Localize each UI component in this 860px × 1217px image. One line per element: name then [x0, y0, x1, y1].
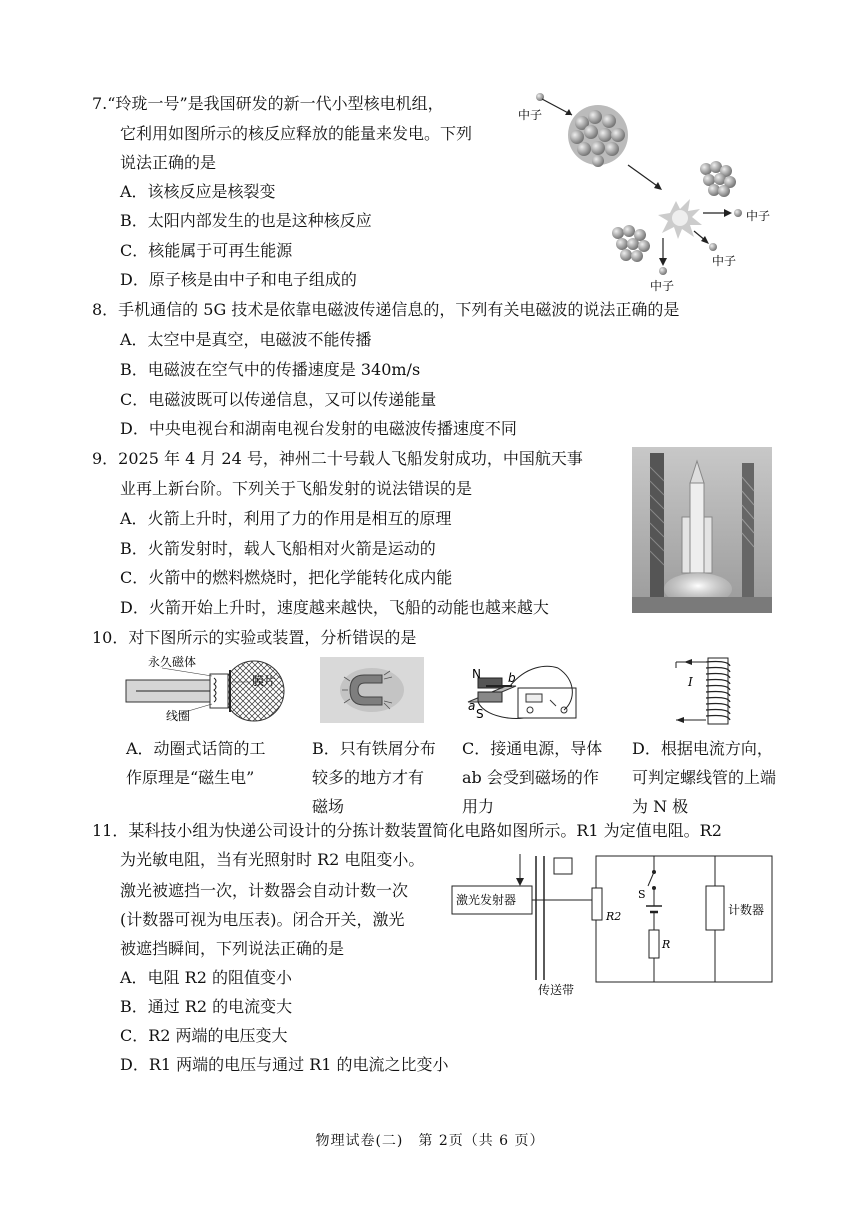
label-neutron-in: 中子: [518, 108, 543, 122]
product-nucleus-top: [700, 161, 736, 197]
q7-option-b: B．太阳内部发生的也是这种核反应: [120, 211, 372, 230]
label-counter: 计数器: [728, 903, 765, 917]
label-conveyor-belt: 传送带: [538, 983, 575, 997]
label-n-pole: N: [472, 667, 481, 681]
q9-option-c: C．火箭中的燃料燃烧时，把化学能转化成内能: [120, 568, 453, 587]
q9-option-d: D．火箭开始上升时，速度越来越快，飞船的动能也越来越大: [120, 598, 549, 617]
q8-stem: 8．手机通信的 5G 技术是依靠电磁波传递信息的，下列有关电磁波的说法正确的是: [92, 300, 680, 319]
uranium-nucleus: [568, 105, 628, 167]
q11-stem-line-3: 激光被遮挡一次，计数器会自动计数一次: [120, 881, 409, 900]
q10-option-c: C．接通电源，导体 ab 会受到磁场的作用力: [462, 739, 603, 816]
label-permanent-magnet: 永久磁体: [148, 655, 197, 669]
q10-stem: 10．对下图所示的实验或装置，分析错误的是: [92, 628, 417, 647]
q10-option-a: A．动圈式话筒的工作原理是“磁生电”: [126, 739, 266, 787]
q7-stem-line-3: 说法正确的是: [120, 153, 217, 172]
q8-option-b: B．电磁波在空气中的传播速度是 340m/s: [120, 360, 421, 379]
q11-option-c: C．R2 两端的电压变大: [120, 1026, 288, 1045]
q7-stem-line-2: 它利用如图所示的核反应释放的能量来发电。下列: [120, 124, 473, 143]
q8-option-c: C．电磁波既可以传递信息，又可以传递能量: [120, 390, 437, 409]
label-neutron-right: 中子: [746, 209, 771, 223]
q11-option-a: A．电阻 R2 的阻值变小: [120, 968, 292, 987]
label-neutron-bottom: 中子: [650, 279, 675, 293]
current-in-magnetic-field-apparatus: [466, 660, 592, 724]
q11-stem-line-4: (计数器可视为电压表)。闭合开关，激光: [120, 910, 405, 929]
q10-option-b: B．只有铁屑分布较多的地方才有磁场: [312, 739, 436, 816]
sorting-counter-circuit: [452, 848, 778, 997]
q7-option-a: A．该核反应是核裂变: [120, 182, 276, 201]
product-nucleus-bottom: [612, 225, 650, 262]
label-r1: R: [662, 938, 671, 951]
solenoid-current-diagram: [672, 656, 752, 726]
q11-stem-line-2: 为光敏电阻，当有光照射时 R2 电阻变小。: [120, 850, 425, 869]
q10-option-d: D．根据电流方向，可判定螺线管的上端为 N 极: [632, 739, 777, 816]
q8-option-d: D．中央电视台和湖南电视台发射的电磁波传播速度不同: [120, 419, 517, 438]
rocket-launch-photo: [632, 447, 772, 613]
q11-option-b: B．通过 R2 的电流变大: [120, 997, 293, 1016]
label-coil: 线圈: [166, 709, 191, 723]
q7-option-d: D．原子核是由中子和电子组成的: [120, 270, 357, 289]
label-r2: R2: [606, 910, 622, 923]
label-s-pole: S: [476, 707, 484, 721]
dynamic-microphone-diagram: [126, 656, 288, 722]
q8-option-a: A．太空中是真空，电磁波不能传播: [120, 330, 372, 349]
page-footer: 物理试卷(二) 第 2页（共 6 页）: [315, 1133, 545, 1149]
label-diaphragm: 膜片: [252, 674, 277, 688]
label-conductor-a: a: [468, 699, 476, 713]
q11-option-d: D．R1 两端的电压与通过 R1 的电流之比变小: [120, 1055, 449, 1074]
q11-stem-line-1: 11．某科技小组为快递公司设计的分拣计数装置简化电路如图所示。R1 为定值电阻。R2: [92, 821, 722, 840]
fission-burst: [658, 199, 702, 239]
q7-stem-line-1: 7.“玲珑一号”是我国研发的新一代小型核电机组，: [92, 94, 444, 113]
label-neutron-lower-right: 中子: [712, 254, 737, 268]
label-conductor-b: b: [508, 671, 516, 685]
fission-diagram: [510, 85, 790, 295]
q9-option-b: B．火箭发射时，载人飞船相对火箭是运动的: [120, 539, 436, 558]
q7-option-c: C．核能属于可再生能源: [120, 241, 293, 260]
q11-stem-line-5: 被遮挡瞬间，下列说法正确的是: [120, 939, 345, 958]
label-switch-s: S: [638, 888, 646, 901]
q9-stem-line-1: 9．2025 年 4 月 24 号，神州二十号载人飞船发射成功，中国航天事: [92, 449, 583, 468]
iron-filings-magnet-photo: [320, 657, 424, 723]
q9-option-a: A．火箭上升时，利用了力的作用是相互的原理: [120, 509, 452, 528]
label-laser-emitter: 激光发射器: [456, 893, 517, 907]
q9-stem-line-2: 业再上新台阶。下列关于飞船发射的说法错误的是: [120, 479, 473, 498]
label-current-i: I: [688, 675, 693, 689]
